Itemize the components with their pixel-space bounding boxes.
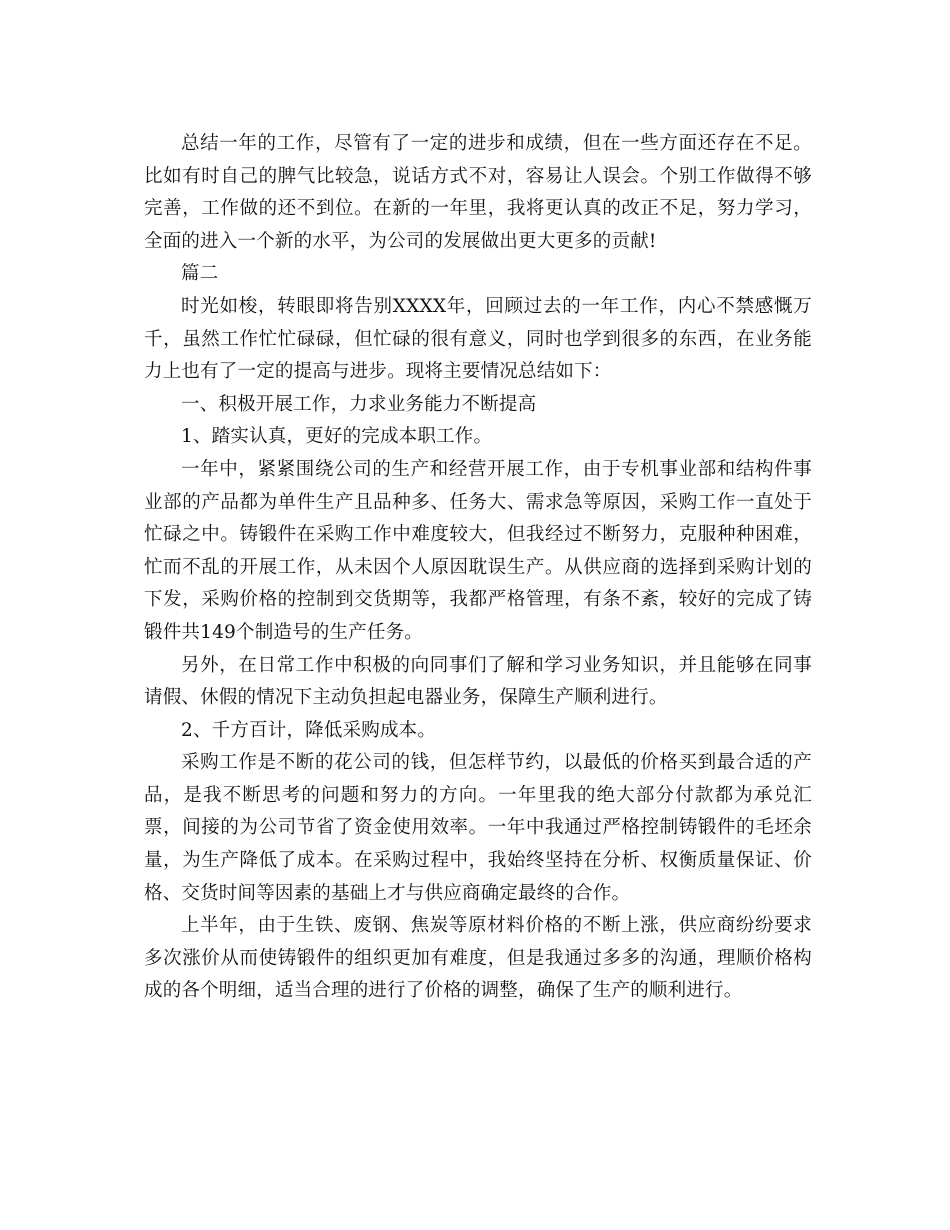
paragraph-summary: 总结一年的工作，尽管有了一定的进步和成绩，但在一些方面还存在不足。比如有时自己的脾气比较急，说话方式不对，容易让人误会。个别工作做得不够完善，工作做的还不到位。在新的一年里，我将更认真的改正不足，努力学习，全面的进入一个新的水平，为公司的发展做出更大更多的贡献! [144,133,812,252]
heading-section-one: 一、积极开展工作，力求业务能力不断提高 [181,393,537,415]
heading-item-two: 2、千方百计，降低采购成本。 [181,719,437,741]
paragraph-cost-saving: 采购工作是不断的花公司的钱，但怎样节约，以最低的价格买到最合适的产品，是我不断思考的问题和努力的方向。一年里我的绝大部分付款都为承兑汇票，间接的为公司节省了资金使用效率。一年中我通过严格控制铸锻件的毛坯余量，为生产降低了成本。在采购过程中，我始终坚持在分析、权衡质量保证、价格、交货时间等因素的基础上才与供应商确定最终的合作。 [144,752,812,904]
paragraph-work-detail: 一年中，紧紧围绕公司的生产和经营开展工作，由于专机事业部和结构件事业部的产品都为单件生产且品种多、任务大、需求急等原因，采购工作一直处于忙碌之中。铸锻件在采购工作中难度较大，但我经过不断努力，克服种种困难，忙而不乱的开展工作，从未因个人原因耽误生产。从供应商的选择到采购计划的下发，采购价格的控制到交货期等，我都严格管理，有条不紊，较好的完成了铸锻件共149个制造号的生产任务。 [144,458,812,643]
paragraph-intro: 时光如梭，转眼即将告别XXXX年，回顾过去的一年工作，内心不禁感慨万千，虽然工作忙忙碌碌，但忙碌的很有意义，同时也学到很多的东西，在业务能力上也有了一定的提高与进步。现将主要情况总结如下： [144,295,812,383]
paragraph-first-half: 上半年，由于生铁、废钢、焦炭等原材料价格的不断上涨，供应商纷纷要求多次涨价从而使铸锻件的组织更加有难度，但是我通过多多的沟通，理顺价格构成的各个明细，适当合理的进行了价格的调整，确保了生产的顺利进行。 [144,915,812,1002]
heading-item-one: 1、踏实认真，更好的完成本职工作。 [181,426,493,448]
paragraph-additional: 另外，在日常工作中积极的向同事们了解和学习业务知识，并且能够在同事请假、休假的情况下主动负担起电器业务，保障生产顺利进行。 [144,654,812,709]
document-page [144,128,812,1008]
section-heading-part-two: 篇二 [181,263,219,285]
